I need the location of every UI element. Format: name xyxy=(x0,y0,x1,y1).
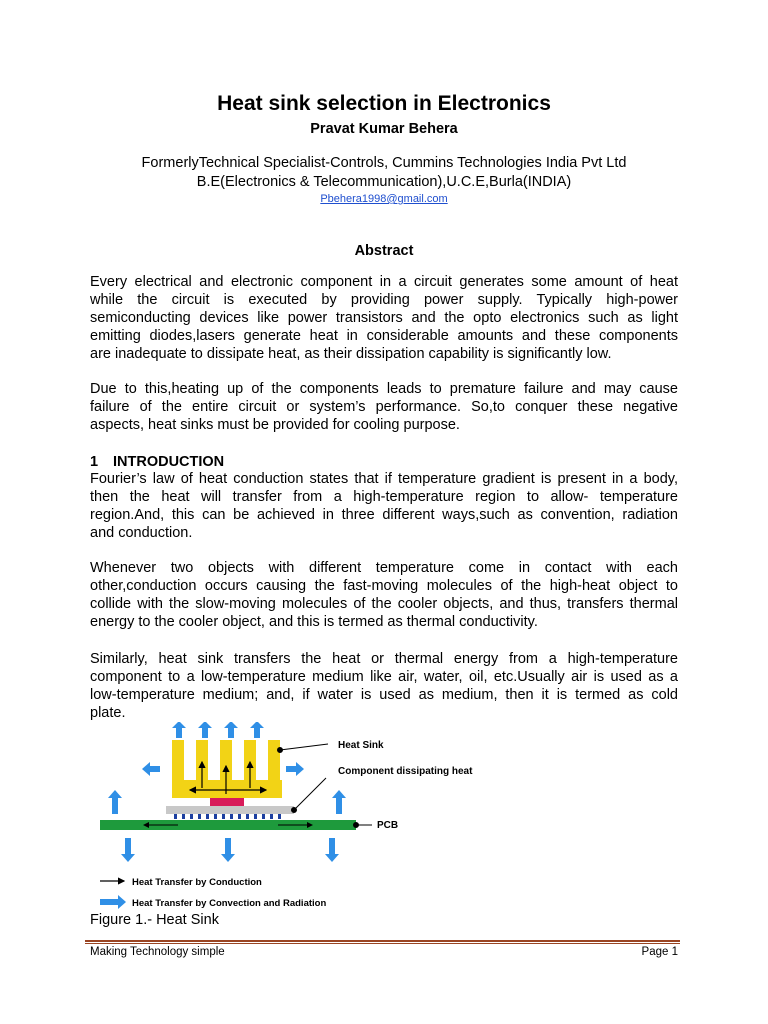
intro-paragraph-2 xyxy=(90,560,678,632)
page-number: Page 1 xyxy=(641,946,678,958)
text-line: other,conduction occurs causing the fast-moving molecules of the high-heat object to xyxy=(90,577,678,594)
figure-caption: Figure 1.- Heat Sink xyxy=(90,912,219,928)
convection-arrow-up-left xyxy=(108,790,122,814)
text-line: Every electrical and electronic component in a circuit generates some amount of heat xyxy=(90,274,678,290)
heat-sink-body xyxy=(172,740,282,798)
document-title: Heat sink selection in Electronics xyxy=(217,92,551,115)
section-title: INTRODUCTION xyxy=(113,454,225,470)
component-chip xyxy=(210,798,244,806)
legend-convection-label: Heat Transfer by Convection and Radiation xyxy=(132,898,327,909)
text-line: failure of the entire circuit or system’s performance. So,to conquer these negative xyxy=(90,398,678,415)
text-line: and conduction. xyxy=(90,524,193,541)
footer-divider-thin xyxy=(85,943,680,944)
text-line: low-temperature medium; and, if water is used as medium, then it is termed as cold xyxy=(90,686,678,703)
legend-convection-icon xyxy=(100,895,126,909)
abstract-paragraph-2 xyxy=(90,381,678,435)
text-line: Fourier’s law of heat conduction states that if temperature gradient is present in a body, xyxy=(90,471,678,487)
component-label: Component dissipating heat xyxy=(338,766,473,777)
heat-sink-figure xyxy=(90,722,480,910)
section-heading-introduction xyxy=(90,454,224,470)
convection-arrows-down xyxy=(121,838,339,862)
convection-arrows-up xyxy=(172,722,264,738)
text-line: while the circuit is executed by providing power supply. Typically high-power xyxy=(90,291,678,308)
section-number: 1 xyxy=(90,454,99,470)
author-name: Pravat Kumar Behera xyxy=(310,121,458,137)
text-line: Whenever two objects with different temperature come in contact with each xyxy=(90,560,678,576)
email-link[interactable]: Pbehera1998@gmail.com xyxy=(320,193,448,205)
component-package xyxy=(166,806,294,814)
component-pins xyxy=(174,814,281,819)
pcb-board xyxy=(100,820,356,830)
heat-sink-label: Heat Sink xyxy=(338,740,384,751)
legend-conduction-label: Heat Transfer by Conduction xyxy=(132,877,262,888)
intro-paragraph-1 xyxy=(90,471,678,543)
text-line: Similarly, heat sink transfers the heat or thermal energy from a high-temperature xyxy=(90,651,678,667)
affiliation-line-1: FormerlyTechnical Specialist-Controls, Cummins Technologies India Pvt Ltd xyxy=(141,155,627,171)
convection-arrow-right xyxy=(286,762,304,776)
text-line: region.And, this can be achieved in three different ways,such as convention, radiation xyxy=(90,506,678,523)
abstract-heading: Abstract xyxy=(354,243,414,259)
convection-arrow-left xyxy=(142,762,160,776)
abstract-paragraph-1 xyxy=(90,274,678,364)
text-line: aspects, heat sinks must be provided for cooling purpose. xyxy=(90,416,460,433)
text-line: are inadequate to dissipate heat, as their dissipation capability is significantly low. xyxy=(90,345,612,362)
text-line: plate. xyxy=(90,704,126,721)
text-line: then the heat will transfer from a high-temperature region to allow- temperature xyxy=(90,488,678,505)
intro-paragraph-3 xyxy=(90,651,678,723)
text-line: Due to this,heating up of the components leads to premature failure and may cause xyxy=(90,381,678,397)
footer-divider xyxy=(85,940,680,942)
text-line: semiconducting devices like power transistors and the opto electronics such as light xyxy=(90,309,678,326)
pcb-label: PCB xyxy=(377,820,399,831)
text-line: emitting diodes,lasers generate heat in considerable amounts and these components xyxy=(90,327,678,344)
text-line: energy to the cooler object, and this is termed as thermal conductivity. xyxy=(90,613,538,630)
convection-arrow-up-right xyxy=(332,790,346,814)
text-line: collide with the slow-moving molecules of the cooler objects, and thus, transfers thermal xyxy=(90,595,678,612)
footer-tagline: Making Technology simple xyxy=(90,946,225,958)
text-line: component to a low-temperature medium like air, water, oil, etc.Usually air is used as a xyxy=(90,668,678,685)
affiliation-line-2: B.E(Electronics & Telecommunication),U.C.E,Burla(INDIA) xyxy=(196,174,572,190)
